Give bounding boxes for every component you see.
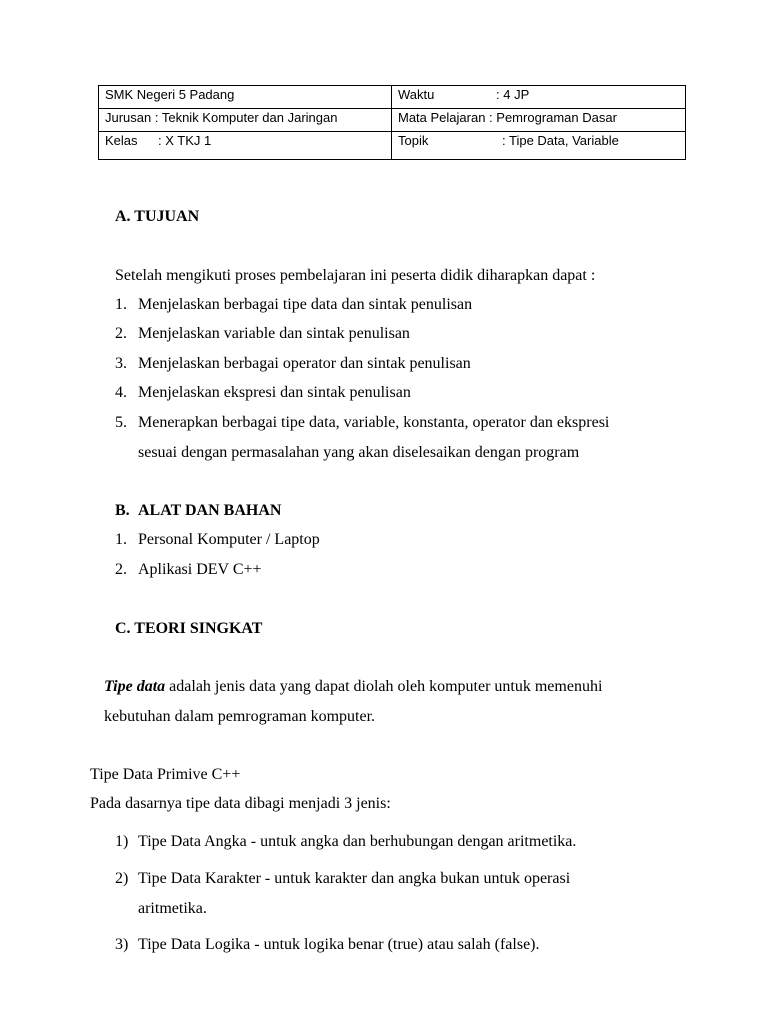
list-item-text: Tipe Data Logika - untuk logika benar (true) atau salah (false). xyxy=(138,936,540,953)
mapel-text: Mata Pelajaran : Pemrograman Dasar xyxy=(398,110,617,125)
list-item xyxy=(115,355,471,373)
list-item-number: 4. xyxy=(115,384,127,401)
list-item xyxy=(115,384,411,402)
list-item-number: 2. xyxy=(115,561,127,578)
jurusan-cell xyxy=(99,109,392,132)
school-cell xyxy=(99,86,392,109)
jurusan-text: Jurusan : Teknik Komputer dan Jaringan xyxy=(105,110,338,125)
kelas-value: : X TKJ 1 xyxy=(158,133,212,148)
list-item-number: 2) xyxy=(115,870,129,887)
list-item-text: Menjelaskan berbagai tipe data dan sintak penulisan xyxy=(138,296,473,313)
list-item xyxy=(115,325,410,343)
list-item-text: Menjelaskan ekspresi dan sintak penulisan xyxy=(138,384,411,401)
definition-term: Tipe data xyxy=(104,678,166,695)
topik-cell xyxy=(392,132,686,160)
school-name: SMK Negeri 5 Padang xyxy=(105,87,235,102)
list-item-number: 2. xyxy=(115,325,127,342)
topik-label: Topik xyxy=(398,133,429,148)
list-item-number: 1) xyxy=(115,833,129,850)
list-item-number: 1. xyxy=(115,296,127,313)
kelas-label: Kelas xyxy=(105,133,138,148)
list-item-text: Aplikasi DEV C++ xyxy=(138,561,262,578)
section-c-heading: C. TEORI SINGKAT xyxy=(115,620,263,637)
list-item-text: Menjelaskan variable dan sintak penulisan xyxy=(138,325,410,342)
list-item-text: Tipe Data Karakter - untuk karakter dan angka bukan untuk operasi xyxy=(138,870,571,887)
topik-value: : Tipe Data, Variable xyxy=(502,133,619,148)
definition-continuation: kebutuhan dalam pemrograman komputer. xyxy=(104,708,376,725)
list-item-text: Personal Komputer / Laptop xyxy=(138,531,320,548)
list-item-number: 5. xyxy=(115,414,127,431)
list-item xyxy=(115,936,540,954)
header-row xyxy=(99,109,686,132)
waktu-value: : 4 JP xyxy=(496,87,530,102)
kelas-cell xyxy=(99,132,392,160)
list-item-text: Tipe Data Angka - untuk angka dan berhubungan dengan aritmetika. xyxy=(138,833,577,850)
header-table xyxy=(98,85,686,160)
list-item xyxy=(115,531,320,549)
list-item-number: 3) xyxy=(115,936,129,953)
section-b-heading-number: B. xyxy=(115,502,130,519)
primive-intro: Pada dasarnya tipe data dibagi menjadi 3 jenis: xyxy=(90,795,391,812)
list-item-number: 1. xyxy=(115,531,127,548)
definition-text: adalah jenis data yang dapat diolah oleh komputer untuk memenuhi xyxy=(165,678,603,695)
section-b-heading xyxy=(115,502,281,520)
list-item-number: 3. xyxy=(115,355,127,372)
section-a-heading: A. TUJUAN xyxy=(115,208,200,225)
mapel-cell xyxy=(392,109,686,132)
list-item-continuation: sesuai dengan permasalahan yang akan diselesaikan dengan program xyxy=(138,444,580,461)
list-item-text: Menjelaskan berbagai operator dan sintak penulisan xyxy=(138,355,471,372)
list-item xyxy=(115,833,576,851)
section-a-intro: Setelah mengikuti proses pembelajaran ini peserta didik diharapkan dapat : xyxy=(115,267,596,284)
header-row xyxy=(99,132,686,160)
definition-paragraph xyxy=(104,678,602,696)
section-b-heading-text: ALAT DAN BAHAN xyxy=(138,502,282,519)
primive-title: Tipe Data Primive C++ xyxy=(90,766,241,783)
list-item-text: Menerapkan berbagai tipe data, variable, konstanta, operator dan ekspresi xyxy=(138,414,610,431)
list-item-continuation: aritmetika. xyxy=(138,900,207,917)
list-item xyxy=(115,414,609,432)
list-item xyxy=(115,870,570,888)
header-row xyxy=(99,86,686,109)
list-item xyxy=(115,296,472,314)
waktu-cell xyxy=(392,86,686,109)
waktu-label: Waktu xyxy=(398,87,435,102)
list-item xyxy=(115,561,262,579)
